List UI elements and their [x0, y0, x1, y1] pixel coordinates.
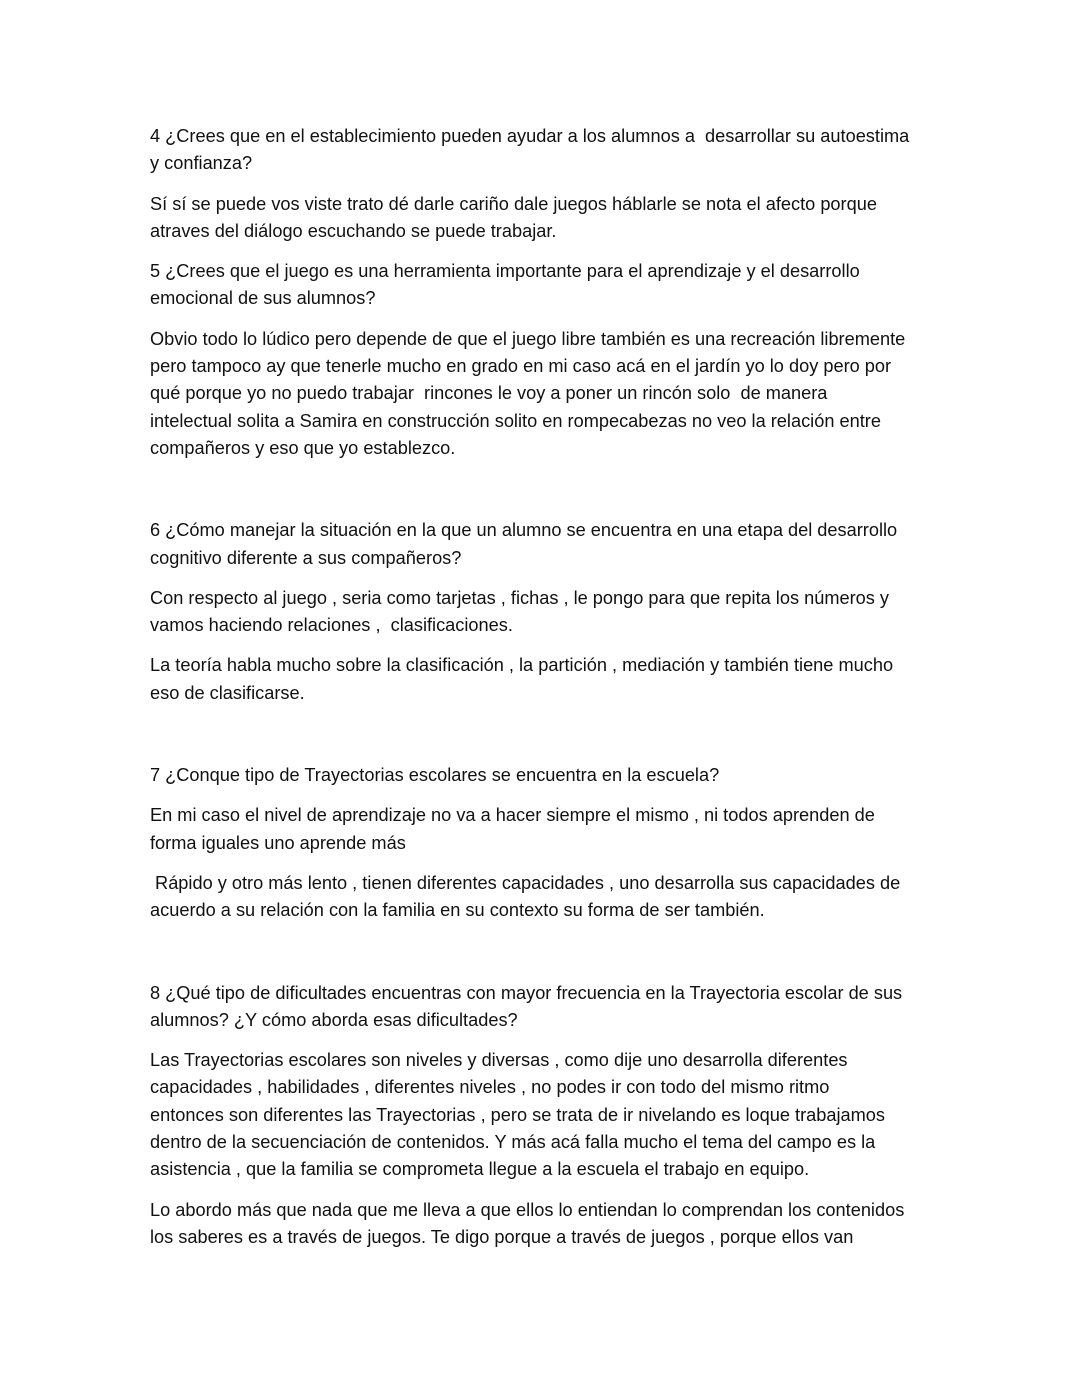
document-page [150, 123, 940, 1251]
answer-line: Lo abordo más que nada que me lleva a que ellos lo entiendan lo comprendan los contenidos [150, 1199, 905, 1220]
question-5 [150, 258, 940, 313]
question-line: 4 ¿Crees que en el establecimiento pueden ayudar a los alumnos a desarrollar su autoestima [150, 126, 910, 146]
question-4 [150, 123, 940, 178]
question-section-8 [150, 980, 940, 1252]
answer-line: Sí sí se puede vos viste trato dé darle cariño dale juegos háblarle se nota el afecto porque [150, 193, 877, 214]
answer-line: atraves del diálogo escuchando se puede trabajar. [150, 220, 557, 241]
question-line: 5 ¿Crees que el juego es una herramienta importante para el aprendizaje y el desarrollo [150, 261, 860, 282]
answer-line: pero tampoco ay que tenerle mucho en grado en mi caso acá en el jardín yo lo doy pero por [150, 356, 892, 377]
answer-5-paragraph-1 [150, 326, 940, 462]
answer-line: qué porque yo no puedo trabajar rincones le voy a poner un rincón solo de manera [150, 383, 828, 404]
answer-line: los saberes es a través de juegos. Te digo porque a través de juegos , porque ellos van [150, 1226, 854, 1247]
answer-line: intelectual solita a Samira en construcción solito en rompecabezas no veo la relación entre [150, 410, 881, 431]
question-line: 8 ¿Qué tipo de dificultades encuentras con mayor frecuencia en la Trayectoria escolar de sus [150, 982, 903, 1003]
answer-line: Obvio todo lo lúdico pero depende de que el juego libre también es una recreación libremente [150, 328, 906, 349]
question-line: 7 ¿Conque tipo de Trayectorias escolares se encuentra en la escuela? [150, 765, 720, 786]
answer-8-paragraph-1 [150, 1047, 940, 1183]
answer-line: Rápido y otro más lento , tienen diferentes capacidades , uno desarrolla sus capacidades de [150, 872, 901, 893]
answer-line: forma iguales uno aprende más [150, 832, 406, 853]
answer-6-paragraph-1 [150, 585, 940, 640]
answer-line: entonces son diferentes las Trayectorias , pero se trata de ir nivelando es loque trabajamos [150, 1104, 885, 1125]
answer-line: vamos haciendo relaciones , clasificaciones. [150, 615, 513, 636]
answer-6-paragraph-2 [150, 652, 940, 707]
question-section-5 [150, 258, 940, 462]
answer-line: En mi caso el nivel de aprendizaje no va a hacer siempre el mismo , ni todos aprenden de [150, 805, 875, 826]
question-section-7 [150, 762, 940, 924]
question-section-6 [150, 517, 940, 707]
answer-7-paragraph-1 [150, 802, 940, 857]
question-section-4 [150, 123, 940, 245]
question-line: y confianza? [150, 153, 253, 174]
answer-line: compañeros y eso que yo establezco. [150, 437, 456, 458]
answer-7-paragraph-2 [150, 870, 940, 925]
answer-line: dentro de la secuenciación de contenidos. Y más acá falla mucho el tema del campo es la [150, 1132, 876, 1153]
answer-line: capacidades , habilidades , diferentes niveles , no podes ir con todo del mismo ritmo [150, 1077, 830, 1098]
question-line: 6 ¿Cómo manejar la situación en la que un alumno se encuentra en una etapa del desarrollo [150, 520, 898, 541]
answer-line: eso de clasificarse. [150, 682, 305, 703]
answer-line: Con respecto al juego , seria como tarjetas , fichas , le pongo para que repita los números y [150, 587, 890, 608]
question-line: cognitivo diferente a sus compañeros? [150, 547, 462, 568]
answer-line: La teoría habla mucho sobre la clasificación , la partición , mediación y también tiene mucho [150, 655, 894, 676]
answer-line: acuerdo a su relación con la familia en su contexto su forma de ser también. [150, 900, 765, 921]
question-7 [150, 762, 940, 789]
answer-8-paragraph-2 [150, 1197, 940, 1252]
question-8 [150, 980, 940, 1035]
answer-4-paragraph-1 [150, 191, 940, 246]
question-6 [150, 517, 940, 572]
question-line: emocional de sus alumnos? [150, 288, 376, 309]
answer-line: asistencia , que la familia se comprometa llegue a la escuela el trabajo en equipo. [150, 1159, 810, 1180]
question-line: alumnos? ¿Y cómo aborda esas dificultades? [150, 1009, 518, 1030]
answer-line: Las Trayectorias escolares son niveles y diversas , como dije uno desarrolla diferentes [150, 1050, 848, 1071]
